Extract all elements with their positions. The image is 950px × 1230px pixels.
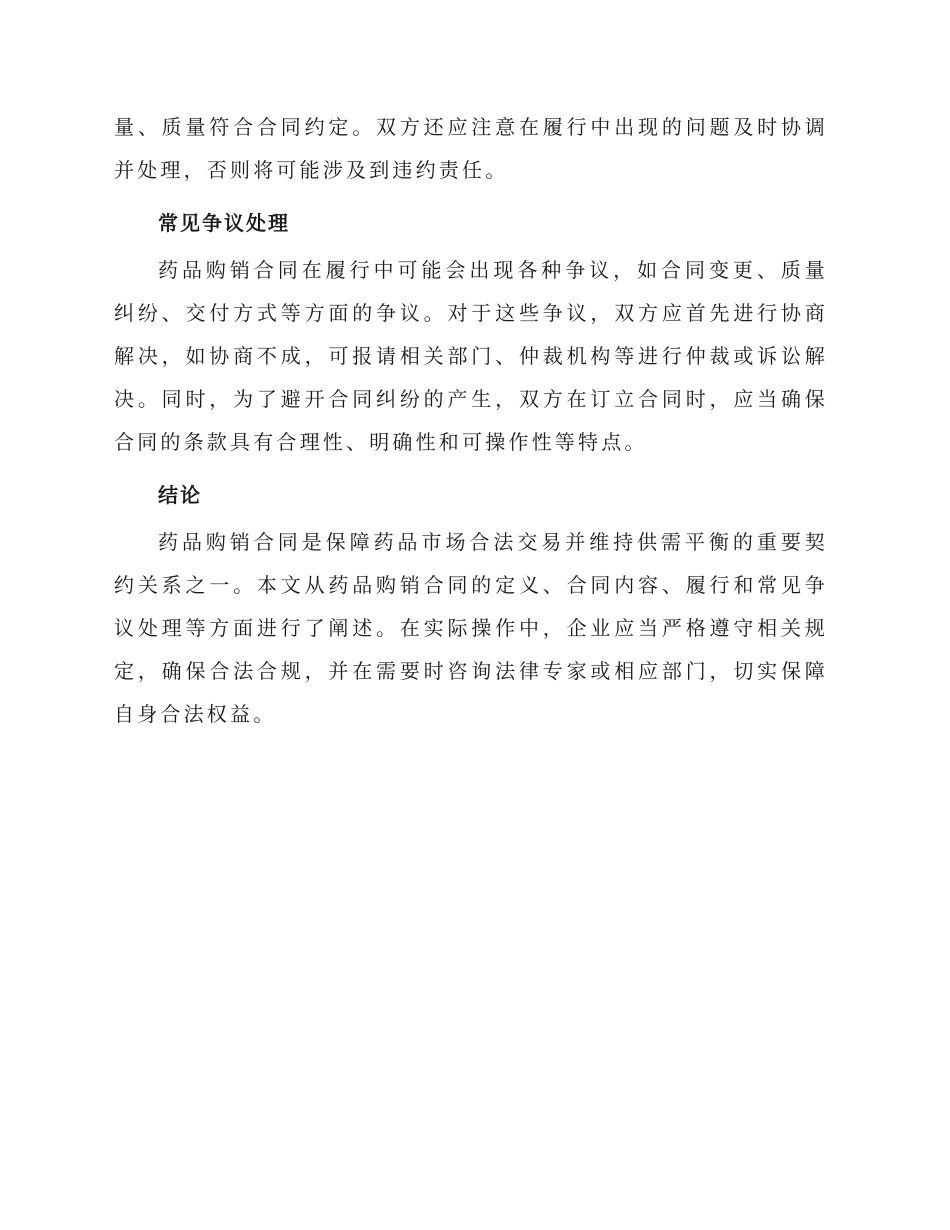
section-heading-disputes: 常见争议处理 <box>158 211 290 235</box>
section-heading-conclusion: 结论 <box>158 483 202 507</box>
disputes-paragraph: 药品购销合同在履行中可能会出现各种争议，如合同变更、质量纠纷、交付方式等方面的争议。对于这些争议，双方应首先进行协商解决，如协商不成，可报请相关部门、仲裁机构等进行仲裁或诉讼解决。同时，为了避开合同纠纷的产生，双方在订立合同时，应当确保合同的条款具有合理性、明确性和可操作性等特点。 <box>114 258 828 454</box>
intro-paragraph: 量、质量符合合同约定。双方还应注意在履行中出现的问题及时协调并处理，否则将可能涉及到违约责任。 <box>114 115 828 182</box>
document-page <box>114 106 828 736</box>
conclusion-paragraph: 药品购销合同是保障药品市场合法交易并维持供需平衡的重要契约关系之一。本文从药品购销合同的定义、合同内容、履行和常见争议处理等方面进行了阐述。在实际操作中，企业应当严格遵守相关规定，确保合法合规，并在需要时咨询法律专家或相应部门，切实保障自身合法权益。 <box>114 530 828 726</box>
